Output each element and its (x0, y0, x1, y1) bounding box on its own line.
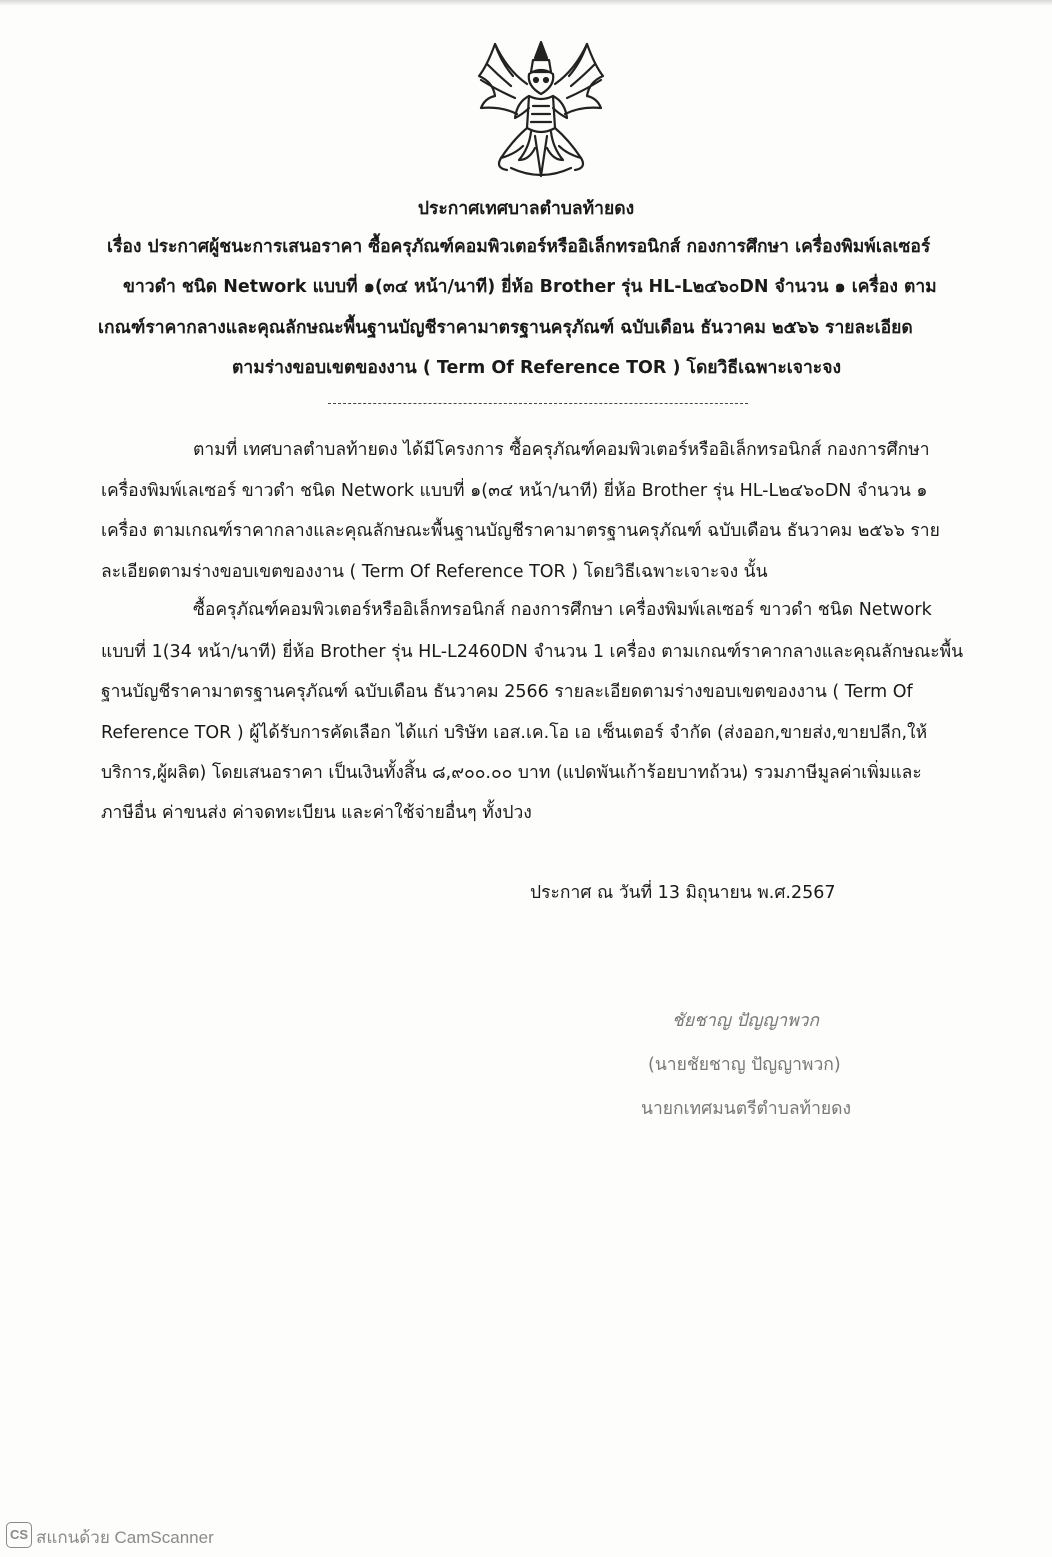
paragraph-1-line: เครื่องพิมพ์เลเซอร์ ขาวดำ ชนิด Network แบบที่ ๑(๓๔ หน้า/นาที) ยี่ห้อ Brother รุ่น HL-L๒๔๖๐DN จำนวน ๑ (101, 481, 928, 501)
garuda-emblem-icon (471, 36, 611, 184)
paragraph-1-line: ตามที่ เทศบาลตำบลท้ายดง ได้มีโครงการ ซื้อครุภัณฑ์คอมพิวเตอร์หรืออิเล็กทรอนิกส์ กองการศึกษา (193, 440, 930, 460)
scanner-watermark: สแกนด้วย CamScanner (36, 1528, 214, 1547)
paragraph-2-line: บริการ,ผู้ผลิต) โดยเสนอราคา เป็นเงินทั้งสิ้น ๘,๙๐๐.๐๐ บาท (แปดพันเก้าร้อยบาทถ้วน) รวมภาษีมูลค่าเพิ่มและ (101, 763, 922, 783)
subject-line: ตามร่างขอบเขตของงาน ( Term Of Reference TOR ) โดยวิธีเฉพาะเจาะจง (232, 358, 841, 378)
subject-line: เรื่อง ประกาศผู้ชนะการเสนอราคา ซื้อครุภัณฑ์คอมพิวเตอร์หรืออิเล็กทรอนิกส์ กองการศึกษา เครื่องพิมพ์เลเซอร์ (107, 237, 931, 257)
paragraph-2-line: ซื้อครุภัณฑ์คอมพิวเตอร์หรืออิเล็กทรอนิกส์ กองการศึกษา เครื่องพิมพ์เลเซอร์ ขาวดำ ชนิด Network (193, 600, 932, 620)
paragraph-2-line: ฐานบัญชีราคามาตรฐานครุภัณฑ์ ฉบับเดือน ธันวาคม 2566 รายละเอียดตามร่างขอบเขตของงาน ( Term Of (101, 682, 913, 702)
scan-edge (0, 0, 1052, 6)
paragraph-2-line: แบบที่ 1(34 หน้า/นาที) ยี่ห้อ Brother รุ่น HL-L2460DN จำนวน 1 เครื่อง ตามเกณฑ์ราคากลางและคุณลักษณะพื้น (101, 642, 964, 662)
subject-line: ขาวดำ ชนิด Network แบบที่ ๑(๓๔ หน้า/นาที) ยี่ห้อ Brother รุ่น HL-L๒๔๖๐DN จำนวน ๑ เครื่อง ตาม (123, 277, 937, 297)
paragraph-1-line: เครื่อง ตามเกณฑ์ราคากลางและคุณลักษณะพื้นฐานบัญชีราคามาตรฐานครุภัณฑ์ ฉบับเดือน ธันวาคม ๒๕๖๖ ราย (101, 521, 940, 541)
signer-printed-name: (นายชัยชาญ ปัญญาพวก) (648, 1055, 841, 1075)
announcement-title: ประกาศเทศบาลตำบลท้ายดง (417, 199, 635, 219)
paragraph-2-line: Reference TOR ) ผู้ได้รับการคัดเลือก ได้แก่ บริษัท เอส.เค.โอ เอ เซ็นเตอร์ จำกัด (ส่งออก,ขายส่ง,ขายปลีก,ให้ (101, 723, 928, 743)
announcement-date: ประกาศ ณ วันที่ 13 มิถุนายน พ.ศ.2567 (530, 883, 836, 903)
paragraph-2-line: ภาษีอื่น ค่าขนส่ง ค่าจดทะเบียน และค่าใช้จ่ายอื่นๆ ทั้งปวง (101, 803, 532, 823)
signature: ชัยชาญ ปัญญาพวก (672, 1011, 820, 1031)
dashed-separator (328, 403, 748, 404)
camscanner-logo-icon: CS (6, 1522, 32, 1548)
signer-position: นายกเทศมนตรีตำบลท้ายดง (641, 1099, 852, 1119)
subject-line: เกณฑ์ราคากลางและคุณลักษณะพื้นฐานบัญชีราคามาตรฐานครุภัณฑ์ ฉบับเดือน ธันวาคม ๒๕๖๖ รายละเอียด (98, 318, 913, 338)
paragraph-1-line: ละเอียดตามร่างขอบเขตของงาน ( Term Of Reference TOR ) โดยวิธีเฉพาะเจาะจง นั้น (101, 562, 768, 582)
